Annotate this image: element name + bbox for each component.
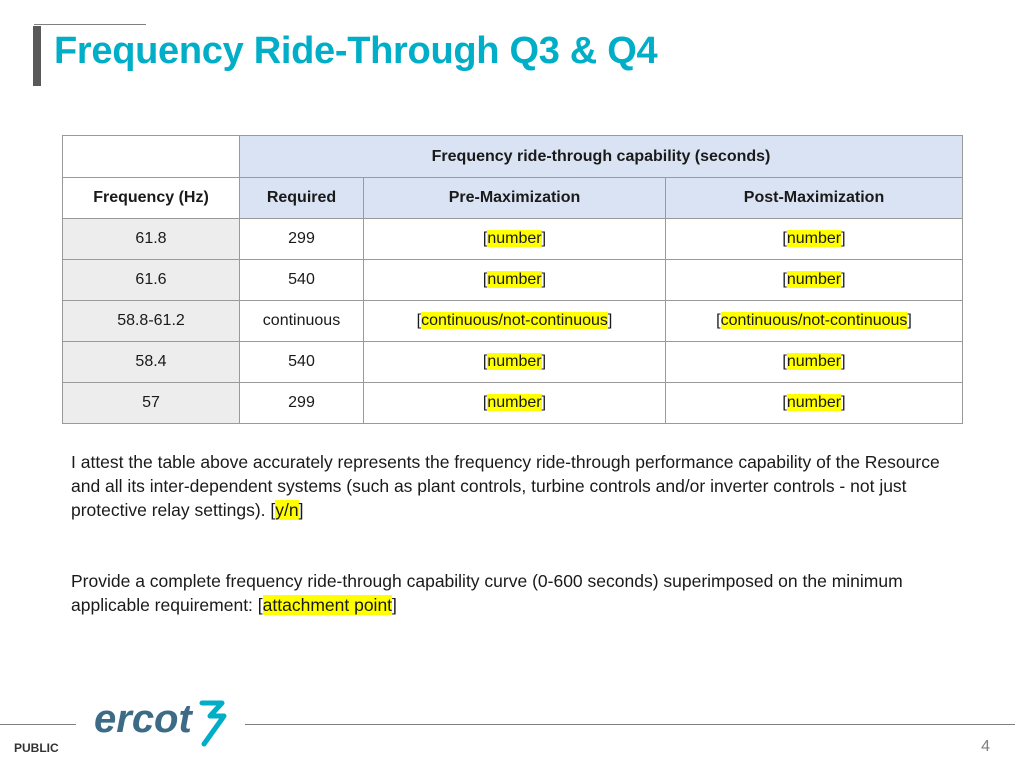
post-maximization-cell[interactable]: [number] <box>666 342 963 383</box>
table-row <box>63 342 963 383</box>
page-number: 4 <box>981 738 990 755</box>
input-placeholder[interactable]: continuous/not-continuous <box>720 312 908 329</box>
table-row <box>63 219 963 260</box>
pre-maximization-cell[interactable]: [continuous/not-continuous] <box>364 301 666 342</box>
table-row <box>63 260 963 301</box>
input-placeholder[interactable]: number <box>786 353 842 370</box>
pre-maximization-cell[interactable]: [number] <box>364 260 666 301</box>
post-maximization-cell[interactable]: [number] <box>666 260 963 301</box>
logo-wordmark: ercot <box>94 697 192 741</box>
required-cell: continuous <box>240 301 364 342</box>
footer-rule-right <box>245 724 1015 725</box>
table-group-header-row <box>63 136 963 178</box>
logo-bolt-icon <box>202 703 224 744</box>
required-cell: 299 <box>240 383 364 424</box>
table-corner-cell <box>63 136 240 178</box>
column-header-required: Required <box>240 178 364 219</box>
input-placeholder[interactable]: number <box>786 394 842 411</box>
curve-request-text: Provide a complete frequency ride-through capability curve (0-600 seconds) superimposed on the minimum applicable requirement: <box>71 571 903 615</box>
table-column-header-row <box>63 178 963 219</box>
title-accent-bar <box>33 26 41 86</box>
ercot-logo <box>94 694 230 750</box>
required-cell: 299 <box>240 219 364 260</box>
attachment-point-field[interactable]: attachment point <box>262 595 393 615</box>
required-cell: 540 <box>240 342 364 383</box>
column-header-frequency: Frequency (Hz) <box>63 178 240 219</box>
input-placeholder[interactable]: number <box>487 394 542 411</box>
frequency-cell: 61.8 <box>63 219 240 260</box>
input-placeholder[interactable]: number <box>487 230 542 247</box>
frequency-cell: 58.8-61.2 <box>63 301 240 342</box>
frequency-ride-through-table <box>62 135 963 424</box>
column-header-pre-maximization: Pre-Maximization <box>364 178 666 219</box>
input-placeholder[interactable]: number <box>487 271 542 288</box>
input-placeholder[interactable]: number <box>786 230 842 247</box>
frequency-cell: 61.6 <box>63 260 240 301</box>
frequency-cell: 58.4 <box>63 342 240 383</box>
table-row <box>63 301 963 342</box>
attestation-yn-field[interactable]: y/n <box>275 500 299 520</box>
attestation-text: I attest the table above accurately represents the frequency ride-through performance capability of the Resource and all its inter-dependent systems (such as plant controls, turbine controls and/or inverter controls - not just protective relay settings). <box>71 452 940 520</box>
curve-request-paragraph: Provide a complete frequency ride-through capability curve (0-600 seconds) superimposed on the minimum applicable requirement: [attachment point] <box>71 571 903 615</box>
input-placeholder[interactable]: continuous/not-continuous <box>421 312 608 329</box>
input-placeholder[interactable]: number <box>786 271 842 288</box>
required-cell: 540 <box>240 260 364 301</box>
input-placeholder[interactable]: number <box>487 353 542 370</box>
table-row <box>63 383 963 424</box>
footer-rule-left <box>0 724 76 725</box>
post-maximization-cell[interactable]: [number] <box>666 383 963 424</box>
post-maximization-cell[interactable]: [number] <box>666 219 963 260</box>
pre-maximization-cell[interactable]: [number] <box>364 342 666 383</box>
pre-maximization-cell[interactable]: [number] <box>364 383 666 424</box>
post-maximization-cell[interactable]: [continuous/not-continuous] <box>666 301 963 342</box>
group-header-capability: Frequency ride-through capability (seconds) <box>240 136 963 178</box>
attestation-paragraph: I attest the table above accurately represents the frequency ride-through performance capability of the Resource and all its inter-dependent systems (such as plant controls, turbine controls and/or inverter controls - not just protective relay settings). [y/n] <box>71 452 940 520</box>
column-header-post-maximization: Post-Maximization <box>666 178 963 219</box>
title-top-rule <box>34 24 146 25</box>
page-title: Frequency Ride-Through Q3 & Q4 <box>54 30 658 72</box>
classification-label: PUBLIC <box>14 741 59 755</box>
frequency-cell: 57 <box>63 383 240 424</box>
pre-maximization-cell[interactable]: [number] <box>364 219 666 260</box>
